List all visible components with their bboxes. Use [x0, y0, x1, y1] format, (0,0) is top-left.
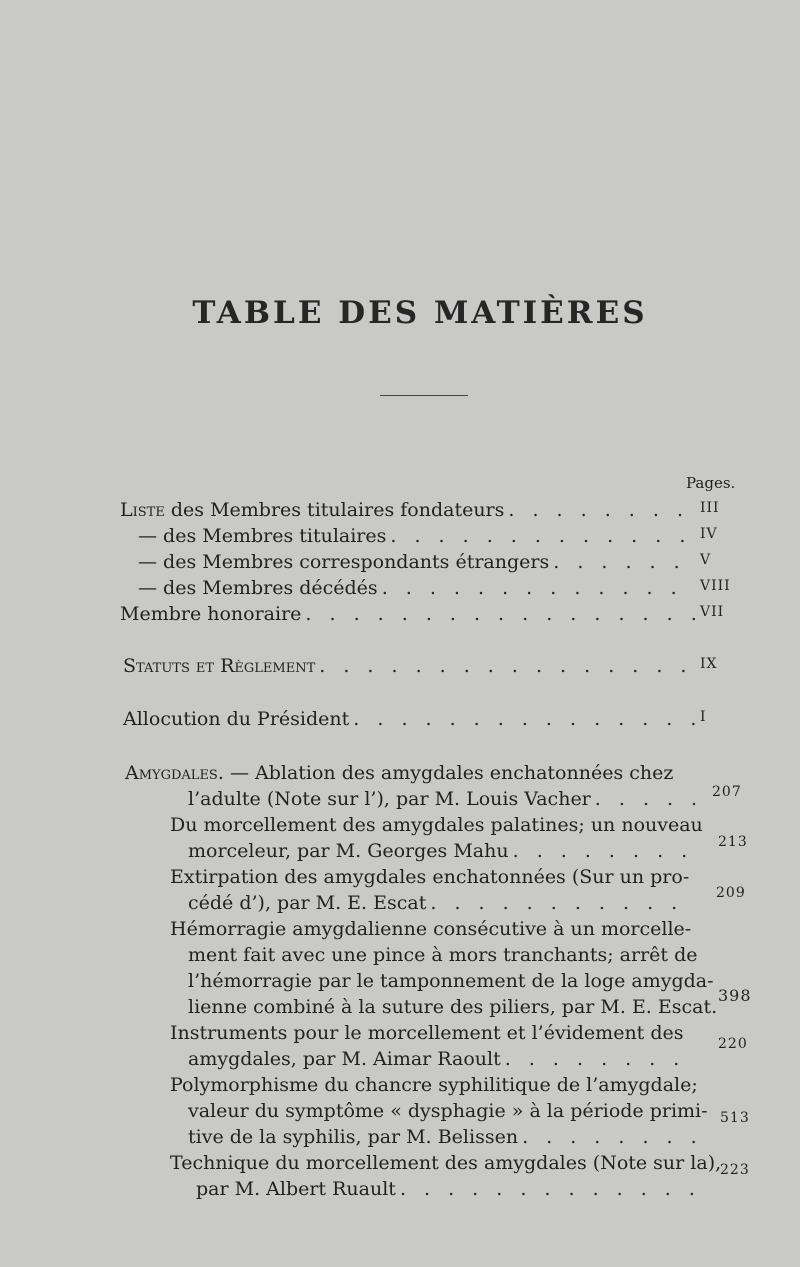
title-rule	[380, 395, 468, 396]
page-number: 213	[718, 834, 748, 850]
page-number: IX	[700, 656, 718, 672]
page-number: 398	[718, 986, 752, 1005]
page-number: V	[700, 552, 712, 568]
page-number: VII	[700, 604, 725, 620]
toc-entry: — des Membres correspondants étrangers . . .	[120, 549, 695, 575]
page-number: 513	[720, 1110, 750, 1126]
pages-column-header: Pages.	[686, 474, 736, 492]
amygdales-line: Extirpation des amygdales enchatonnées (Sur un pro-	[170, 866, 690, 888]
toc-entry: — des Membres décédés . . .	[120, 575, 695, 601]
toc-entry: tive de la syphilis, par M. Belissen . . .	[188, 1124, 695, 1150]
toc-entry: par M. Albert Ruault . . .	[196, 1176, 695, 1202]
amygdales-line: valeur du symptôme « dysphagie » à la période primi-	[188, 1100, 708, 1122]
amygdales-line: Polymorphisme du chancre syphilitique de l’amygdale;	[170, 1074, 698, 1096]
toc-entry: amygdales, par M. Aimar Raoult . . .	[188, 1046, 695, 1072]
section-heading: Amygdales.	[125, 762, 224, 784]
toc-entry: — des Membres titulaires . . .	[120, 523, 695, 549]
amygdales-line: l’hémorragie par le tamponnement de la loge amygda-	[188, 970, 714, 992]
amygdales-line: lienne combiné à la suture des piliers, par M. E. Escat.	[188, 996, 718, 1018]
page-number: 220	[718, 1036, 748, 1052]
page-number: 209	[716, 885, 746, 901]
toc-entry: l’adulte (Note sur l’), par M. Louis Vacher . . .	[188, 786, 695, 812]
amygdales-line: ment fait avec une pince à mors tranchants; arrêt de	[188, 944, 698, 966]
amygdales-line: Amygdales. — Ablation des amygdales enchatonnées chez	[125, 762, 674, 784]
amygdales-line: Hémorragie amygdalienne consécutive à un morcelle-	[170, 918, 692, 940]
page-number: VIII	[700, 578, 731, 594]
page-number: 223	[720, 1162, 750, 1178]
toc-entry-statuts: Statuts et Règlement . . .	[123, 653, 695, 679]
amygdales-line: Du morcellement des amygdales palatines; un nouveau	[170, 814, 703, 836]
amygdales-line: Instruments pour le morcellement et l’évidement des	[170, 1022, 684, 1044]
page-title: TABLE DES MATIÈRES	[192, 295, 648, 331]
toc-entry: morceleur, par M. Georges Mahu . . .	[188, 838, 695, 864]
page-number: III	[700, 500, 720, 516]
amygdales-line: Technique du morcellement des amygdales (Note sur la),	[170, 1152, 722, 1174]
toc-entry: Membre honoraire . . .	[120, 601, 695, 627]
toc-entry-allocution: Allocution du Président . . .	[123, 706, 695, 732]
page-number: I	[700, 709, 707, 725]
page-number: 207	[712, 784, 742, 800]
toc-entry: cédé d’), par M. E. Escat . . .	[188, 890, 695, 916]
page-number: IV	[700, 526, 718, 542]
toc-entry: Liste des Membres titulaires fondateurs . . .	[120, 497, 695, 523]
